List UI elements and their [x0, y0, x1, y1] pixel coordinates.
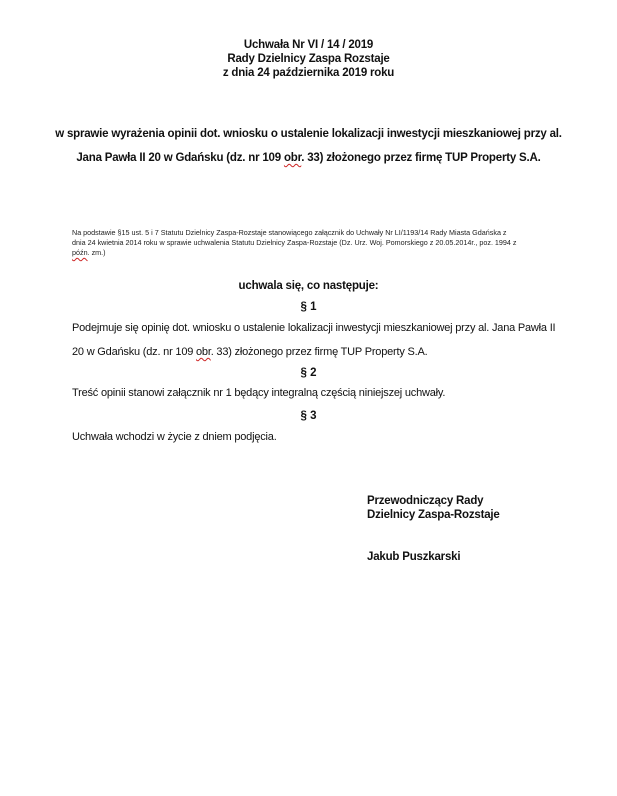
legal-basis-line-1: Na podstawie §15 ust. 5 i 7 Statutu Dzielnicy Zaspa-Rozstaje stanowiącego załącznik do Uchwały Nr LI/1193/14 Rady Miasta Gdańska z — [72, 228, 507, 237]
section-3-line-1: Uchwała wchodzi w życie z dniem podjęcia. — [72, 431, 277, 443]
signature-title-line-2: Dzielnicy Zaspa-Rozstaje — [367, 509, 500, 521]
resolution-date: z dnia 24 października 2019 roku — [222, 67, 395, 79]
section-1-title: § 1 — [300, 301, 317, 313]
spellcheck-word: późn — [72, 248, 88, 257]
subject-text: Jana Pawła II 20 w Gdańsku (dz. nr 109 — [76, 152, 284, 164]
section-2-line-1: Treść opinii stanowi załącznik nr 1 będący integralną częścią niniejszej uchwały. — [72, 387, 446, 399]
section-1-line-1: Podejmuje się opinię dot. wniosku o ustalenie lokalizacji inwestycji mieszkaniowej przy al. Jana Pawła II — [72, 322, 556, 334]
signature-title-line-1: Przewodniczący Rady — [367, 495, 484, 507]
section-3-title: § 3 — [300, 410, 317, 422]
section-2-title: § 2 — [300, 367, 317, 379]
subject-line-1: w sprawie wyrażenia opinii dot. wniosku o ustalenie lokalizacji inwestycji mieszkaniowej przy al. — [55, 128, 562, 140]
resolution-number: Uchwała Nr VI / 14 / 2019 — [243, 39, 374, 51]
resolution-intro: uchwala się, co następuje: — [238, 280, 379, 292]
spellcheck-word: obr — [283, 152, 302, 164]
subject-line-2 — [40, 146, 577, 170]
spellcheck-word: obr — [196, 346, 211, 358]
resolution-subject — [40, 122, 577, 170]
signatory-name: Jakub Puszkarski — [367, 551, 461, 563]
legal-basis-text: . zm.) — [87, 248, 106, 257]
legal-basis-line-3 — [72, 248, 545, 258]
legal-basis-line-2: dnia 24 kwietnia 2014 roku w sprawie uchwalenia Statutu Dzielnicy Zaspa-Rozstaje (Dz. Urz. Woj. Pomorskiego z 20.05.2014r., poz. 1994 z — [72, 238, 517, 247]
resolution-header — [0, 38, 617, 80]
section-1-text: 20 w Gdańsku (dz. nr 109 — [72, 346, 197, 358]
section-3-body — [72, 425, 552, 449]
section-2-body — [72, 381, 552, 405]
legal-basis — [72, 228, 545, 258]
section-1-body — [72, 316, 556, 364]
section-1-line-2 — [72, 340, 552, 364]
subject-text: . 33) złożonego przez firmę TUP Property S.A. — [301, 152, 541, 164]
section-1-text: . 33) złożonego przez firmę TUP Property S.A. — [210, 346, 428, 358]
council-name: Rady Dzielnicy Zaspa Rozstaje — [227, 53, 390, 65]
